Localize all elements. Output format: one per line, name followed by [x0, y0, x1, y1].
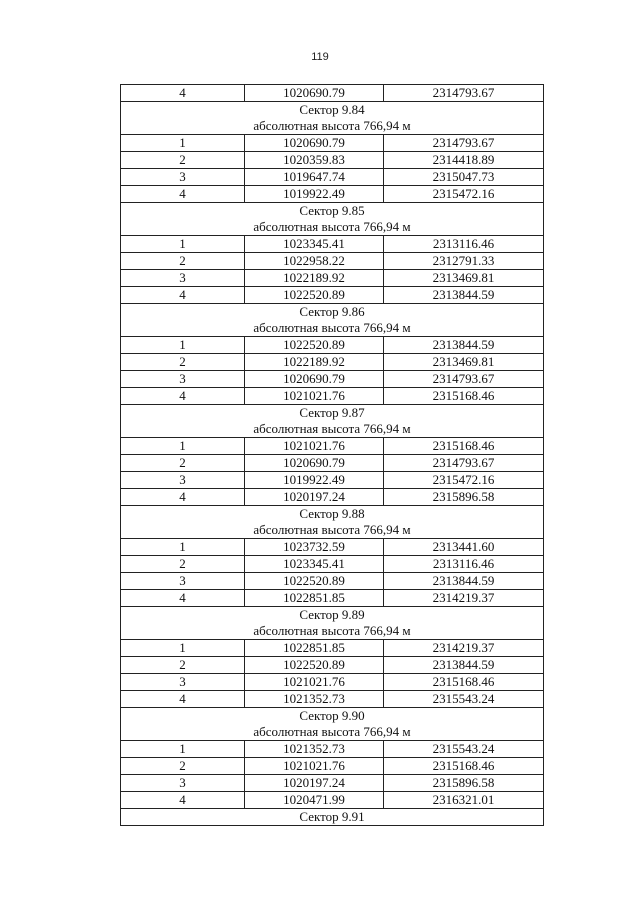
x-coordinate-cell: 1020690.79 [245, 371, 384, 388]
sector-title: Сектор 9.91 [121, 809, 544, 826]
x-coordinate-cell: 1020690.79 [245, 135, 384, 152]
point-number-cell: 4 [121, 186, 245, 203]
sector-title-row [121, 405, 544, 422]
y-coordinate-cell: 2312791.33 [384, 253, 544, 270]
sector-altitude-row [121, 724, 544, 741]
sector-title: Сектор 9.86 [121, 304, 544, 321]
x-coordinate-cell: 1019647.74 [245, 169, 384, 186]
y-coordinate-cell: 2313469.81 [384, 354, 544, 371]
x-coordinate-cell: 1022520.89 [245, 573, 384, 590]
table-row [121, 135, 544, 152]
y-coordinate-cell: 2314418.89 [384, 152, 544, 169]
x-coordinate-cell: 1019922.49 [245, 472, 384, 489]
x-coordinate-cell: 1022189.92 [245, 270, 384, 287]
point-number-cell: 3 [121, 169, 245, 186]
point-number-cell: 4 [121, 287, 245, 304]
sector-title-row [121, 809, 544, 826]
sector-title-row [121, 102, 544, 119]
sector-title: Сектор 9.87 [121, 405, 544, 422]
table-row [121, 674, 544, 691]
table-row [121, 85, 544, 102]
x-coordinate-cell: 1020359.83 [245, 152, 384, 169]
table-row [121, 590, 544, 607]
sector-altitude: абсолютная высота 766,94 м [121, 320, 544, 337]
x-coordinate-cell: 1021021.76 [245, 388, 384, 405]
x-coordinate-cell: 1020197.24 [245, 775, 384, 792]
y-coordinate-cell: 2313441.60 [384, 539, 544, 556]
sector-altitude-row [121, 421, 544, 438]
sector-title-row [121, 708, 544, 725]
point-number-cell: 1 [121, 438, 245, 455]
sector-title: Сектор 9.84 [121, 102, 544, 119]
y-coordinate-cell: 2315168.46 [384, 758, 544, 775]
point-number-cell: 3 [121, 472, 245, 489]
x-coordinate-cell: 1020197.24 [245, 489, 384, 506]
table-row [121, 691, 544, 708]
point-number-cell: 1 [121, 337, 245, 354]
point-number-cell: 2 [121, 253, 245, 270]
sector-title: Сектор 9.85 [121, 203, 544, 220]
x-coordinate-cell: 1020690.79 [245, 455, 384, 472]
page-number: 119 [311, 51, 329, 63]
point-number-cell: 4 [121, 691, 245, 708]
y-coordinate-cell: 2314219.37 [384, 640, 544, 657]
point-number-cell: 2 [121, 758, 245, 775]
point-number-cell: 3 [121, 270, 245, 287]
coordinates-table [120, 84, 544, 826]
sector-title-row [121, 607, 544, 624]
point-number-cell: 1 [121, 640, 245, 657]
sector-title: Сектор 9.88 [121, 506, 544, 523]
table-row [121, 556, 544, 573]
y-coordinate-cell: 2313469.81 [384, 270, 544, 287]
table-row [121, 236, 544, 253]
sector-altitude: абсолютная высота 766,94 м [121, 421, 544, 438]
table-row [121, 388, 544, 405]
table-row [121, 758, 544, 775]
sector-title-row [121, 203, 544, 220]
x-coordinate-cell: 1022520.89 [245, 287, 384, 304]
point-number-cell: 1 [121, 539, 245, 556]
x-coordinate-cell: 1021021.76 [245, 438, 384, 455]
table-row [121, 438, 544, 455]
x-coordinate-cell: 1019922.49 [245, 186, 384, 203]
point-number-cell: 3 [121, 573, 245, 590]
y-coordinate-cell: 2315543.24 [384, 741, 544, 758]
table-row [121, 270, 544, 287]
x-coordinate-cell: 1021021.76 [245, 674, 384, 691]
y-coordinate-cell: 2315472.16 [384, 472, 544, 489]
x-coordinate-cell: 1023345.41 [245, 236, 384, 253]
point-number-cell: 1 [121, 741, 245, 758]
table-row [121, 539, 544, 556]
table-row [121, 573, 544, 590]
point-number-cell: 4 [121, 85, 245, 102]
y-coordinate-cell: 2314219.37 [384, 590, 544, 607]
table-row [121, 657, 544, 674]
y-coordinate-cell: 2316321.01 [384, 792, 544, 809]
y-coordinate-cell: 2315168.46 [384, 388, 544, 405]
coordinates-table-body [121, 85, 544, 826]
x-coordinate-cell: 1022189.92 [245, 354, 384, 371]
y-coordinate-cell: 2315168.46 [384, 438, 544, 455]
y-coordinate-cell: 2314793.67 [384, 455, 544, 472]
x-coordinate-cell: 1021352.73 [245, 691, 384, 708]
x-coordinate-cell: 1021021.76 [245, 758, 384, 775]
point-number-cell: 2 [121, 152, 245, 169]
y-coordinate-cell: 2315168.46 [384, 674, 544, 691]
x-coordinate-cell: 1022958.22 [245, 253, 384, 270]
y-coordinate-cell: 2314793.67 [384, 85, 544, 102]
point-number-cell: 2 [121, 455, 245, 472]
y-coordinate-cell: 2315543.24 [384, 691, 544, 708]
y-coordinate-cell: 2315047.73 [384, 169, 544, 186]
sector-title-row [121, 506, 544, 523]
table-row [121, 741, 544, 758]
y-coordinate-cell: 2314793.67 [384, 371, 544, 388]
x-coordinate-cell: 1022520.89 [245, 337, 384, 354]
table-row [121, 472, 544, 489]
x-coordinate-cell: 1020471.99 [245, 792, 384, 809]
point-number-cell: 4 [121, 388, 245, 405]
y-coordinate-cell: 2315472.16 [384, 186, 544, 203]
x-coordinate-cell: 1022851.85 [245, 590, 384, 607]
point-number-cell: 3 [121, 674, 245, 691]
point-number-cell: 4 [121, 792, 245, 809]
x-coordinate-cell: 1020690.79 [245, 85, 384, 102]
sector-altitude: абсолютная высота 766,94 м [121, 118, 544, 135]
point-number-cell: 4 [121, 590, 245, 607]
point-number-cell: 2 [121, 556, 245, 573]
x-coordinate-cell: 1022520.89 [245, 657, 384, 674]
sector-altitude-row [121, 522, 544, 539]
table-row [121, 455, 544, 472]
sector-title: Сектор 9.89 [121, 607, 544, 624]
y-coordinate-cell: 2313844.59 [384, 287, 544, 304]
point-number-cell: 3 [121, 371, 245, 388]
y-coordinate-cell: 2315896.58 [384, 775, 544, 792]
table-row [121, 371, 544, 388]
table-row [121, 186, 544, 203]
x-coordinate-cell: 1021352.73 [245, 741, 384, 758]
sector-altitude-row [121, 623, 544, 640]
table-row [121, 640, 544, 657]
sector-altitude: абсолютная высота 766,94 м [121, 623, 544, 640]
sector-title-row [121, 304, 544, 321]
point-number-cell: 1 [121, 236, 245, 253]
sector-altitude: абсолютная высота 766,94 м [121, 724, 544, 741]
sector-altitude-row [121, 320, 544, 337]
sector-altitude: абсолютная высота 766,94 м [121, 522, 544, 539]
sector-altitude-row [121, 219, 544, 236]
y-coordinate-cell: 2313844.59 [384, 573, 544, 590]
point-number-cell: 1 [121, 135, 245, 152]
table-row [121, 337, 544, 354]
y-coordinate-cell: 2313844.59 [384, 657, 544, 674]
x-coordinate-cell: 1023345.41 [245, 556, 384, 573]
table-row [121, 287, 544, 304]
point-number-cell: 3 [121, 775, 245, 792]
point-number-cell: 2 [121, 657, 245, 674]
y-coordinate-cell: 2313116.46 [384, 236, 544, 253]
y-coordinate-cell: 2313116.46 [384, 556, 544, 573]
x-coordinate-cell: 1022851.85 [245, 640, 384, 657]
sector-title: Сектор 9.90 [121, 708, 544, 725]
table-row [121, 354, 544, 371]
table-row [121, 253, 544, 270]
sector-altitude: абсолютная высота 766,94 м [121, 219, 544, 236]
y-coordinate-cell: 2313844.59 [384, 337, 544, 354]
table-row [121, 169, 544, 186]
table-row [121, 775, 544, 792]
y-coordinate-cell: 2314793.67 [384, 135, 544, 152]
x-coordinate-cell: 1023732.59 [245, 539, 384, 556]
point-number-cell: 4 [121, 489, 245, 506]
table-row [121, 792, 544, 809]
point-number-cell: 2 [121, 354, 245, 371]
y-coordinate-cell: 2315896.58 [384, 489, 544, 506]
table-row [121, 152, 544, 169]
sector-altitude-row [121, 118, 544, 135]
table-row [121, 489, 544, 506]
